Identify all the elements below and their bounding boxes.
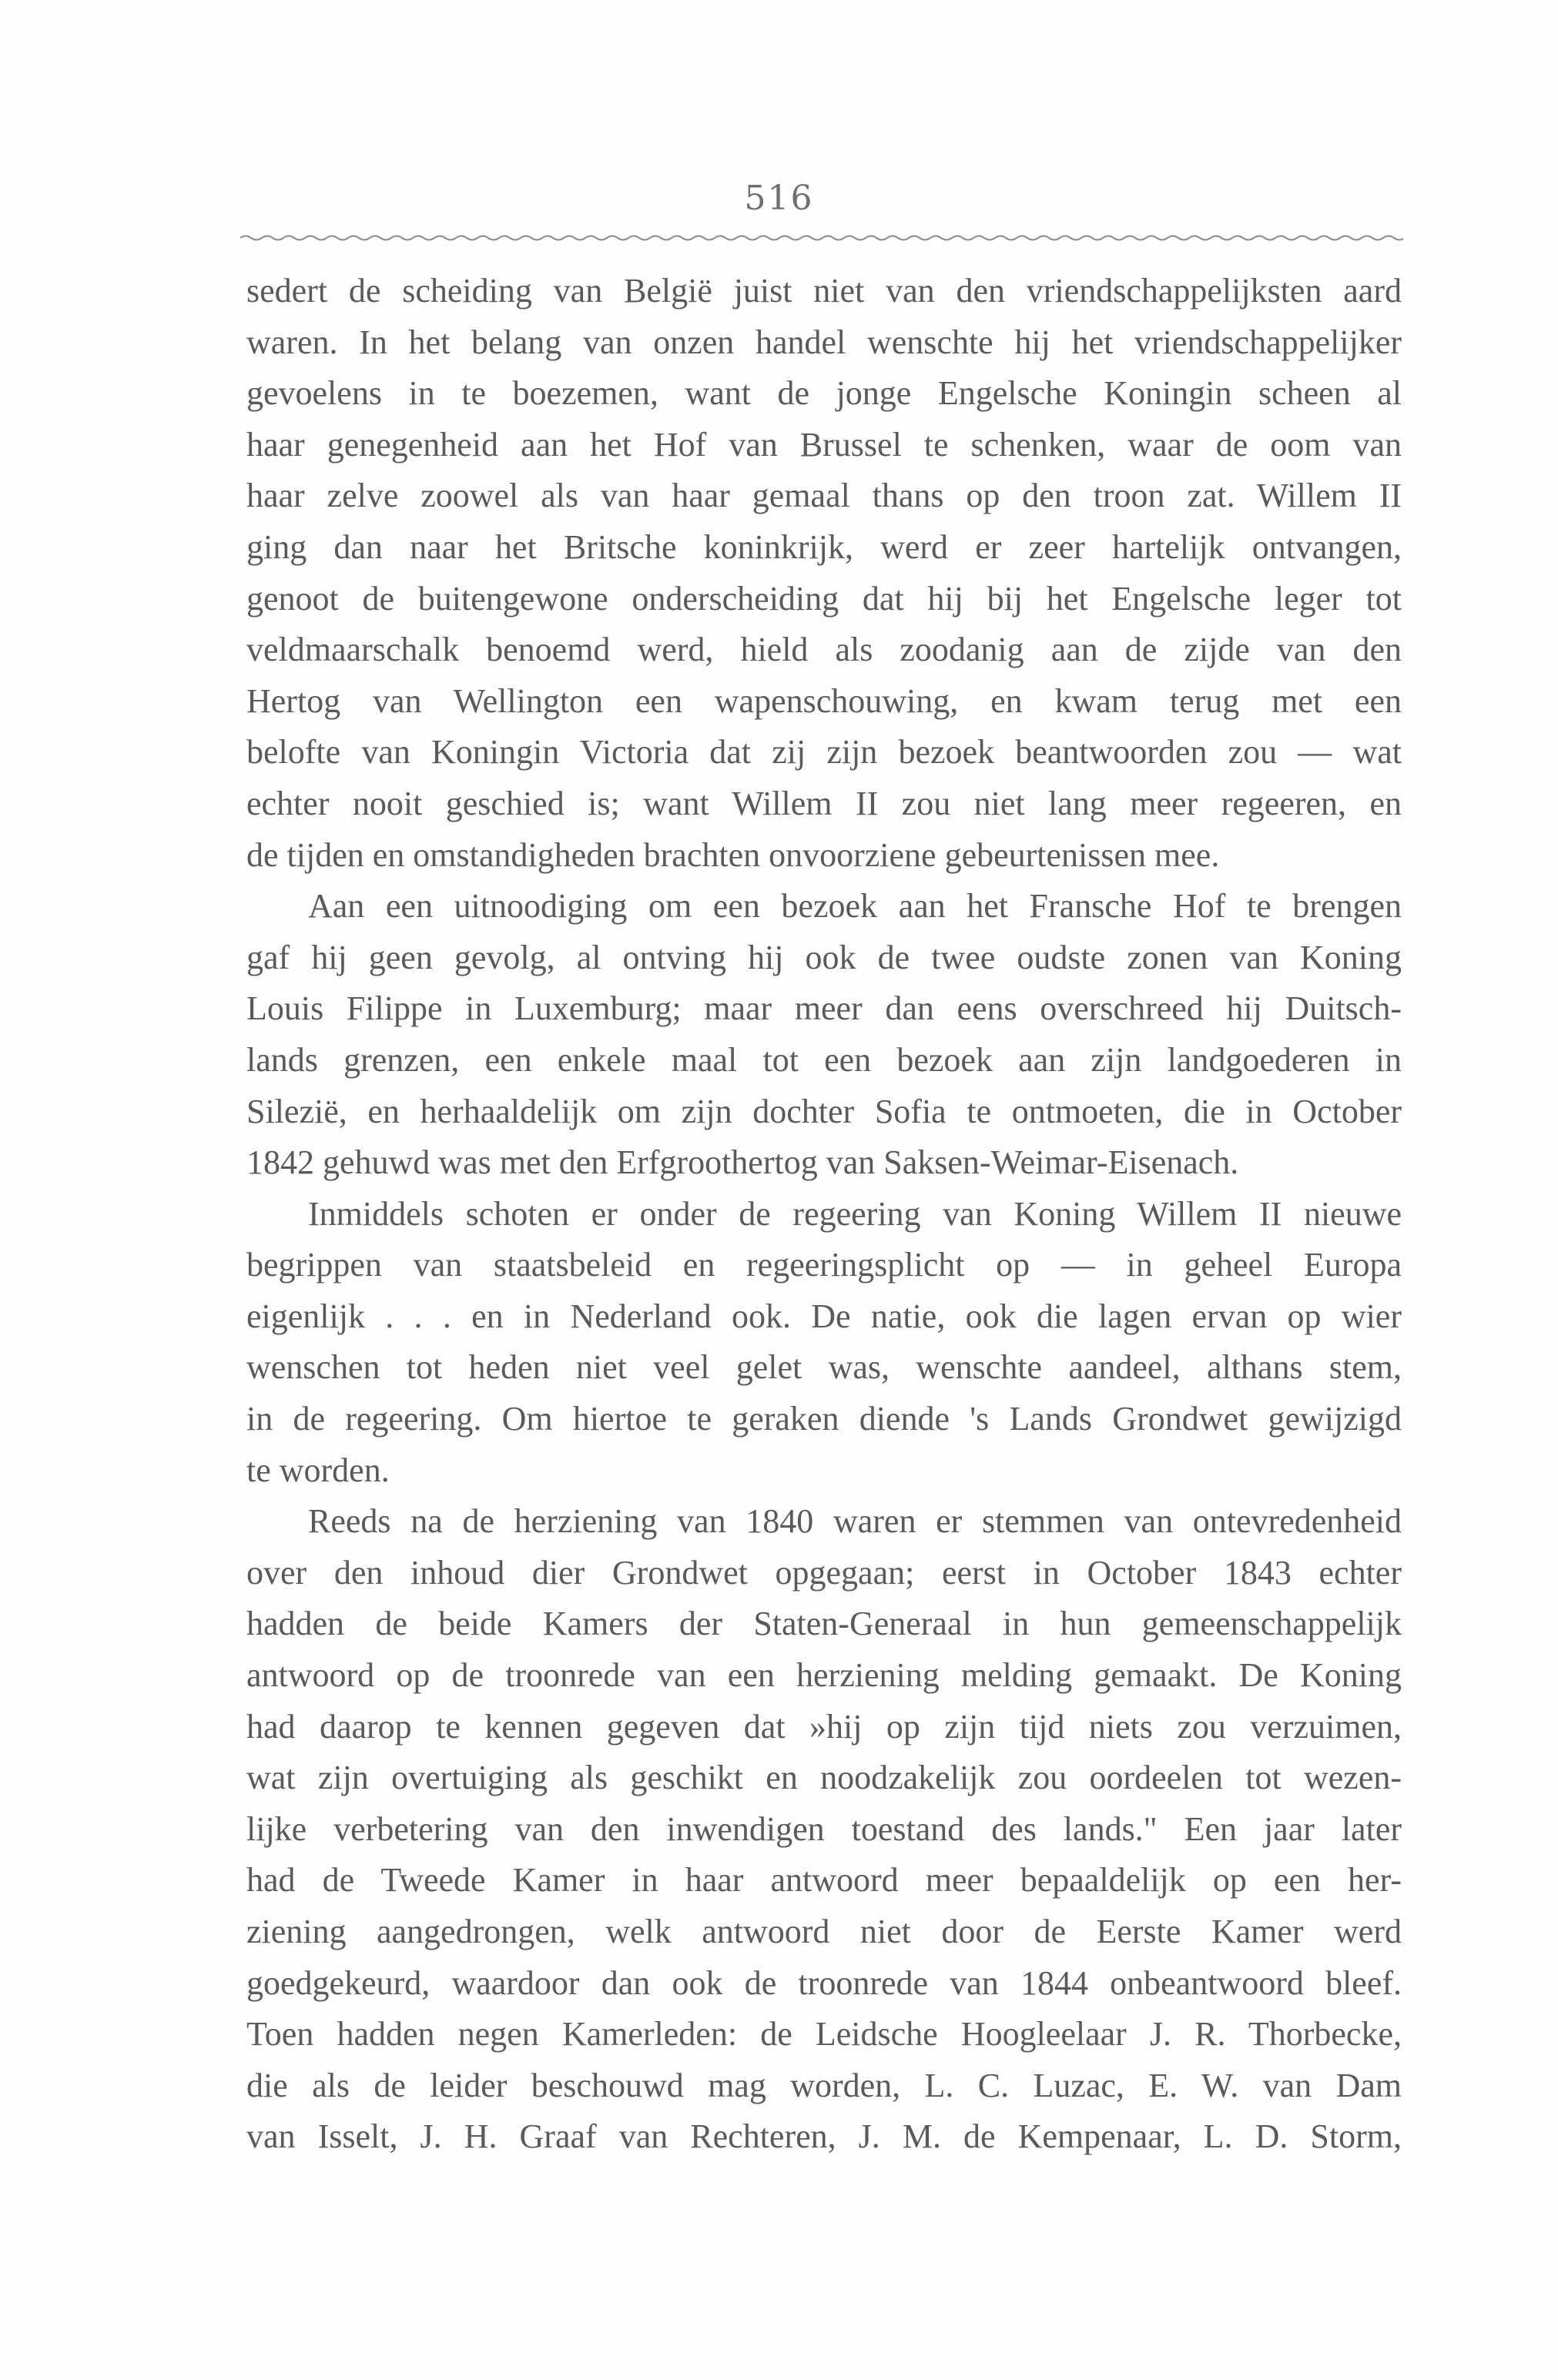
- text-line: van Isselt, J. H. Graaf van Rechteren, J. M. de Kempenaar, L. D. Storm,: [246, 2117, 1402, 2156]
- text-line: in de regeering. Om hiertoe te geraken diende 's Lands Grondwet gewijzigd: [246, 1400, 1402, 1438]
- text-line: antwoord op de troonrede van een herziening melding gemaakt. De Koning: [246, 1656, 1402, 1695]
- body-text: [246, 266, 1402, 2163]
- text-line: veldmaarschalk benoemd werd, hield als zoodanig aan de zijde van den: [246, 631, 1402, 669]
- text-line: genoot de buitengewone onderscheiding dat hij bij het Engelsche leger tot: [246, 579, 1402, 618]
- text-line: Aan een uitnoodiging om een bezoek aan het Fransche Hof te brengen: [308, 887, 1402, 926]
- text-line: sedert de scheiding van België juist niet van den vriendschappelijksten aard: [246, 272, 1402, 310]
- text-line: de tijden en omstandigheden brachten onvoorziene gebeurtenissen mee.: [246, 835, 1220, 874]
- text-line: Louis Filippe in Luxemburg; maar meer dan eens overschreed hij Duitsch-: [246, 989, 1402, 1028]
- text-line: Inmiddels schoten er onder de regeering van Koning Willem II nieuwe: [308, 1194, 1402, 1233]
- text-line: over den inhoud dier Grondwet opgegaan; eerst in October 1843 echter: [246, 1553, 1402, 1592]
- text-line: Silezië, en herhaaldelijk om zijn dochter Sofia te ontmoeten, die in October: [246, 1092, 1402, 1130]
- text-line: ziening aangedrongen, welk antwoord niet door de Eerste Kamer werd: [246, 1913, 1402, 1950]
- paragraph: [246, 266, 1402, 881]
- text-line: had daarop te kennen gegeven dat »hij op zijn tijd niets zou verzuimen,: [246, 1707, 1402, 1746]
- text-line: lands grenzen, een enkele maal tot een bezoek aan zijn landgoederen in: [246, 1040, 1402, 1079]
- text-line: belofte van Koningin Victoria dat zij zijn bezoek beantwoorden zou — wat: [246, 733, 1402, 772]
- text-line: Toen hadden negen Kamerleden: de Leidsche Hoogleelaar J. R. Thorbecke,: [246, 2015, 1402, 2054]
- text-line: echter nooit geschied is; want Willem II zou niet lang meer regeeren, en: [246, 784, 1402, 822]
- paragraph: [246, 1189, 1402, 1497]
- text-line: te worden.: [246, 1451, 390, 1489]
- text-line: 1842 gehuwd was met den Erfgroothertog van Saksen-Weimar-Eisenach.: [246, 1143, 1239, 1182]
- paragraph: [246, 881, 1402, 1189]
- text-line: Reeds na de herziening van 1840 waren er stemmen van ontevredenheid: [308, 1502, 1402, 1541]
- decorative-wavy-rule: [240, 231, 1403, 245]
- text-line: ging dan naar het Britsche koninkrijk, werd er zeer hartelijk ontvangen,: [246, 527, 1402, 566]
- text-line: haar genegenheid aan het Hof van Brussel te schenken, waar de oom van: [246, 425, 1402, 464]
- text-line: eigenlijk . . . en in Nederland ook. De natie, ook die lagen ervan op wier: [246, 1297, 1402, 1335]
- text-line: waren. In het belang van onzen handel wenschte hij het vriendschappelijker: [246, 323, 1402, 361]
- text-line: had de Tweede Kamer in haar antwoord meer bepaaldelijk op een her-: [246, 1861, 1402, 1900]
- text-line: gaf hij geen gevolg, al ontving hij ook de twee oudste zonen van Koning: [246, 938, 1402, 976]
- text-line: lijke verbetering van den inwendigen toestand des lands." Een jaar later: [246, 1809, 1402, 1848]
- text-line: Hertog van Wellington een wapenschouwing, en kwam terug met een: [246, 681, 1402, 720]
- text-line: haar zelve zoowel als van haar gemaal thans op den troon zat. Willem II: [246, 477, 1402, 515]
- page-number: 516: [744, 179, 814, 218]
- text-line: die als de leider beschouwd mag worden, L. C. Luzac, E. W. van Dam: [246, 2066, 1402, 2104]
- text-line: begrippen van staatsbeleid en regeeringsplicht op — in geheel Europa: [246, 1246, 1402, 1284]
- text-line: hadden de beide Kamers der Staten-Generaal in hun gemeenschappelijk: [246, 1605, 1402, 1643]
- text-line: gevoelens in te boezemen, want de jonge Engelsche Koningin scheen al: [246, 374, 1402, 413]
- paragraph: [246, 1496, 1402, 2163]
- text-line: wat zijn overtuiging als geschikt en noodzakelijk zou oordeelen tot wezen-: [246, 1759, 1402, 1797]
- text-line: wenschen tot heden niet veel gelet was, wenschte aandeel, althans stem,: [246, 1348, 1402, 1387]
- text-line: goedgekeurd, waardoor dan ook de troonrede van 1844 onbeantwoord bleef.: [246, 1963, 1402, 2002]
